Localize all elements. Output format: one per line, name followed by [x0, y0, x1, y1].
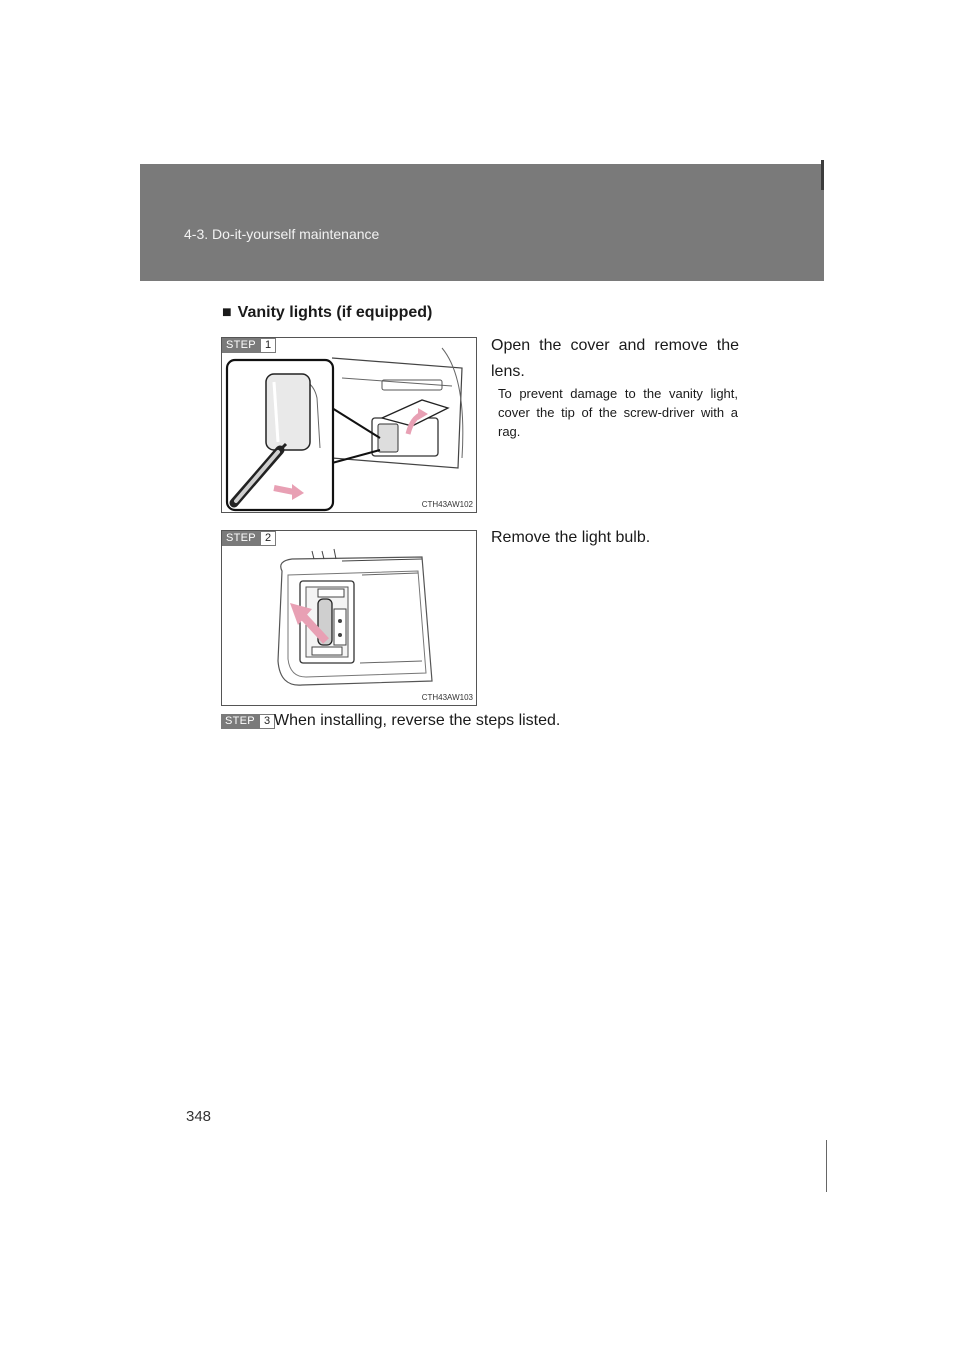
step-1-note: To prevent damage to the vanity light, cover the tip of the screw-driver with a rag.: [498, 386, 738, 439]
step-1-text: Open the cover and remove the lens.: [491, 337, 739, 380]
step-badge-number: 2: [260, 531, 276, 546]
light-bulb-removal-illustration: [222, 531, 478, 707]
step-badge-label: STEP: [222, 338, 260, 353]
step-badge-3: [221, 714, 275, 729]
corner-tick: [821, 160, 824, 190]
page-side-line: [826, 1140, 827, 1192]
subheading: [222, 304, 432, 322]
step-badge-label: STEP: [221, 714, 259, 729]
step-badge-label: STEP: [222, 531, 260, 546]
section-title: 4-3. Do-it-yourself maintenance: [184, 226, 380, 242]
step-badge-1: [222, 338, 276, 353]
step-badge-number: 1: [260, 338, 276, 353]
header-band: [140, 164, 824, 281]
figure-step-1: [221, 337, 477, 513]
page-number: 348: [186, 1108, 212, 1125]
subheading-marker: ■: [222, 304, 232, 321]
figure-code: CTH43AW102: [421, 500, 473, 509]
step-badge-number: 3: [259, 714, 275, 729]
step-2-text: Remove the light bulb.: [491, 529, 651, 546]
step-3-text: When installing, reverse the steps listed.: [274, 712, 561, 729]
step-badge-2: [222, 531, 276, 546]
subheading-title: Vanity lights (if equipped): [237, 304, 433, 321]
figure-step-2: [221, 530, 477, 706]
figure-code: CTH43AW103: [421, 693, 473, 702]
vanity-light-cover-illustration: [222, 338, 478, 514]
